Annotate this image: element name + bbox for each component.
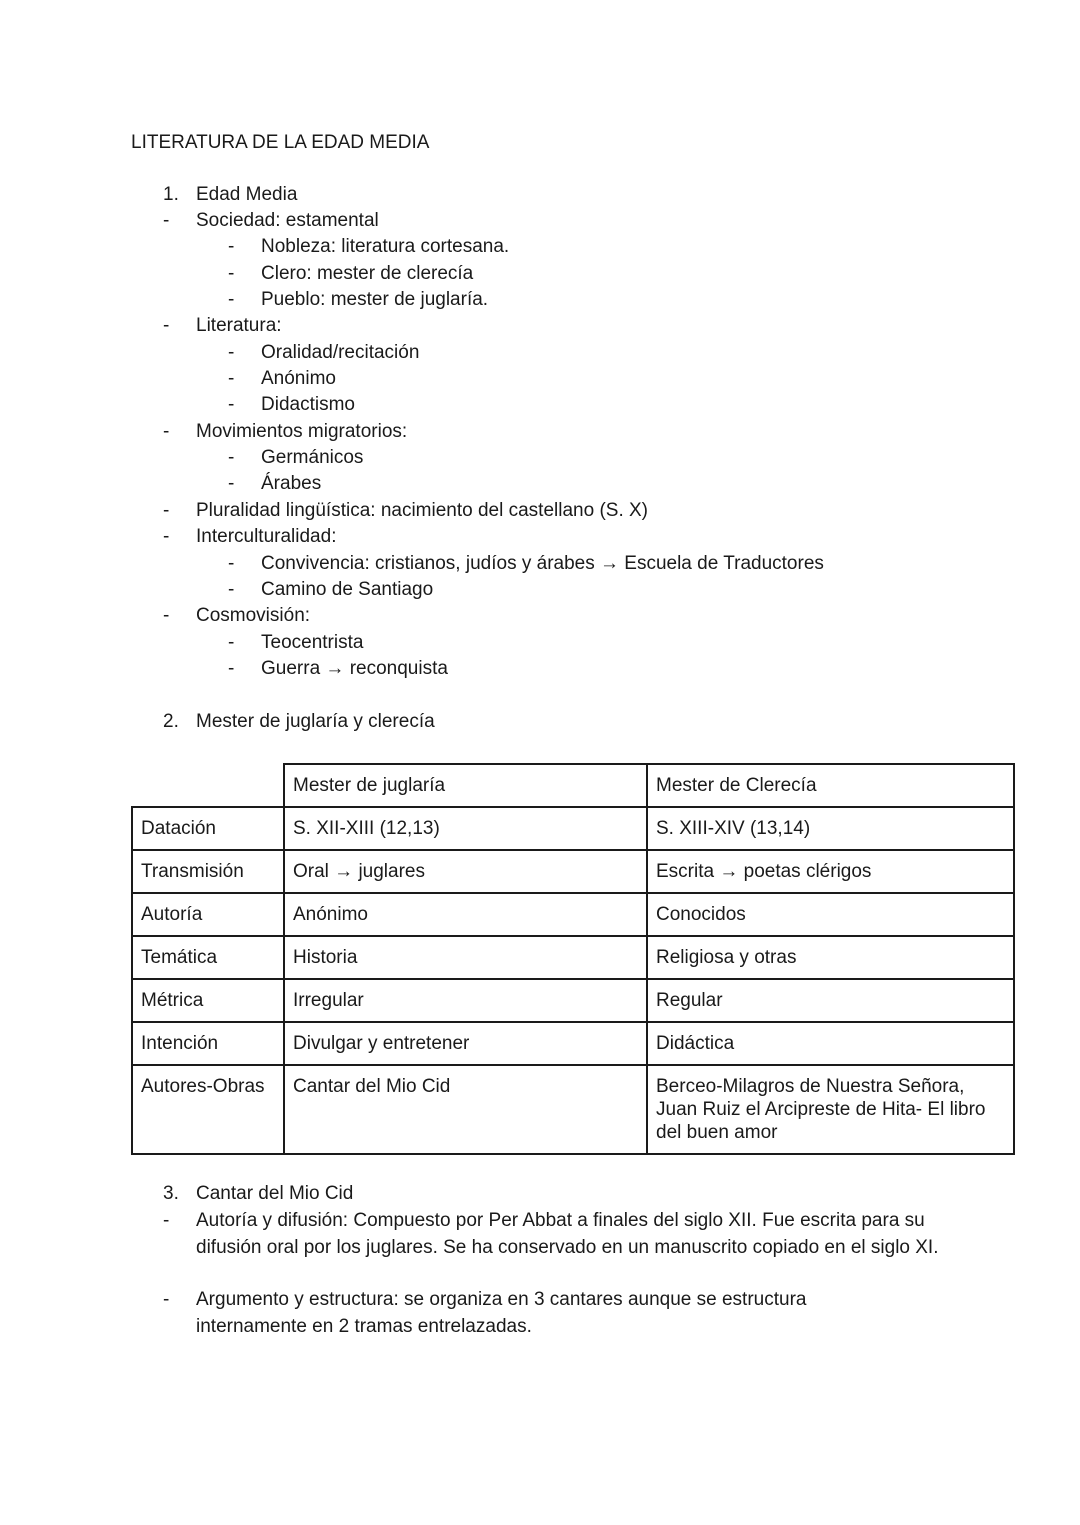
- table-cell: Religiosa y otras: [647, 936, 1014, 979]
- section-number: 2.: [163, 711, 179, 732]
- bullet-dash: -: [163, 1289, 170, 1310]
- sub-list-item: Nobleza: literatura cortesana.: [261, 236, 510, 257]
- sub-list-item: Didactismo: [261, 394, 355, 415]
- sub-list-item: Convivencia: cristianos, judíos y árabes → Escuela de Traductores: [261, 553, 824, 574]
- table-header-row: [132, 764, 1014, 807]
- sub-list-item: Germánicos: [261, 447, 364, 468]
- comparison-table: [131, 763, 1015, 1155]
- bullet-dash: -: [228, 368, 235, 389]
- row-header: Autoría: [132, 893, 284, 936]
- sub-list-item: Teocentrista: [261, 632, 364, 653]
- table-cell: Irregular: [284, 979, 647, 1022]
- bullet-dash: -: [228, 579, 235, 600]
- row-header: Temática: [132, 936, 284, 979]
- table-row: [132, 893, 1014, 936]
- paragraph-item: Autoría y difusión: Compuesto por Per Abbat a finales del siglo XII. Fue escrita para su difusión oral por los juglares. Se ha conservado en un manuscrito copiado en el siglo XI.: [196, 1210, 939, 1258]
- list-item: Literatura:: [196, 315, 282, 336]
- bullet-dash: -: [228, 263, 235, 284]
- section-heading: Cantar del Mio Cid: [196, 1183, 354, 1204]
- table-cell: Divulgar y entretener: [284, 1022, 647, 1065]
- row-header: Transmisión: [132, 850, 284, 893]
- table-row: [132, 807, 1014, 850]
- bullet-dash: -: [163, 526, 170, 547]
- document-title: LITERATURA DE LA EDAD MEDIA: [131, 132, 430, 153]
- sub-list-item: Pueblo: mester de juglaría.: [261, 289, 489, 310]
- table-cell: Berceo-Milagros de Nuestra Señora, Juan Ruiz el Arcipreste de Hita- El libro del buen amor: [647, 1065, 1014, 1154]
- table-row: [132, 936, 1014, 979]
- sub-list-item: Árabes: [261, 473, 322, 494]
- sub-list-item: Guerra → reconquista: [261, 658, 448, 679]
- list-item: Pluralidad lingüística: nacimiento del castellano (S. X): [196, 500, 649, 521]
- sub-list-item: Clero: mester de clerecía: [261, 263, 474, 284]
- column-header: Mester de juglaría: [284, 764, 647, 807]
- sub-list-item: Anónimo: [261, 368, 336, 389]
- row-header: Intención: [132, 1022, 284, 1065]
- bullet-dash: -: [228, 394, 235, 415]
- list-item: Cosmovisión:: [196, 605, 311, 626]
- sub-list-item: Camino de Santiago: [261, 579, 434, 600]
- row-header: Métrica: [132, 979, 284, 1022]
- table-cell: Cantar del Mio Cid: [284, 1065, 647, 1154]
- bullet-dash: -: [228, 447, 235, 468]
- section-heading: Edad Media: [196, 184, 298, 205]
- section-number: 1.: [163, 184, 179, 205]
- bullet-dash: -: [228, 236, 235, 257]
- table-cell: Oral → juglares: [284, 850, 647, 893]
- table-cell: S. XII-XIII (12,13): [284, 807, 647, 850]
- bullet-dash: -: [228, 342, 235, 363]
- table-cell: Historia: [284, 936, 647, 979]
- list-item: Sociedad: estamental: [196, 210, 379, 231]
- table-row: [132, 850, 1014, 893]
- bullet-dash: -: [228, 553, 235, 574]
- bullet-dash: -: [163, 421, 170, 442]
- bullet-dash: -: [228, 473, 235, 494]
- bullet-dash: -: [163, 500, 170, 521]
- column-header: Mester de Clerecía: [647, 764, 1014, 807]
- list-item: Interculturalidad:: [196, 526, 337, 547]
- row-header: Datación: [132, 807, 284, 850]
- sub-list-item: Oralidad/recitación: [261, 342, 420, 363]
- bullet-dash: -: [163, 1210, 170, 1231]
- bullet-dash: -: [228, 289, 235, 310]
- bullet-dash: -: [228, 632, 235, 653]
- paragraph-item: Argumento y estructura: se organiza en 3 cantares aunque se estructura internamente en 2 tramas entrelazadas.: [196, 1289, 807, 1337]
- bullet-dash: -: [163, 210, 170, 231]
- section-number: 3.: [163, 1183, 179, 1204]
- table-cell: Regular: [647, 979, 1014, 1022]
- table-row: [132, 1065, 1014, 1154]
- table-cell: S. XIII-XIV (13,14): [647, 807, 1014, 850]
- table-row: [132, 979, 1014, 1022]
- list-item: Movimientos migratorios:: [196, 421, 408, 442]
- row-header: Autores-Obras: [132, 1065, 284, 1154]
- section-heading: Mester de juglaría y clerecía: [196, 711, 435, 732]
- table-cell: Conocidos: [647, 893, 1014, 936]
- table-cell: Didáctica: [647, 1022, 1014, 1065]
- table-corner-cell: [132, 764, 284, 807]
- bullet-dash: -: [163, 605, 170, 626]
- bullet-dash: -: [163, 315, 170, 336]
- bullet-dash: -: [228, 658, 235, 679]
- table-cell: Escrita → poetas clérigos: [647, 850, 1014, 893]
- table-cell: Anónimo: [284, 893, 647, 936]
- table-row: [132, 1022, 1014, 1065]
